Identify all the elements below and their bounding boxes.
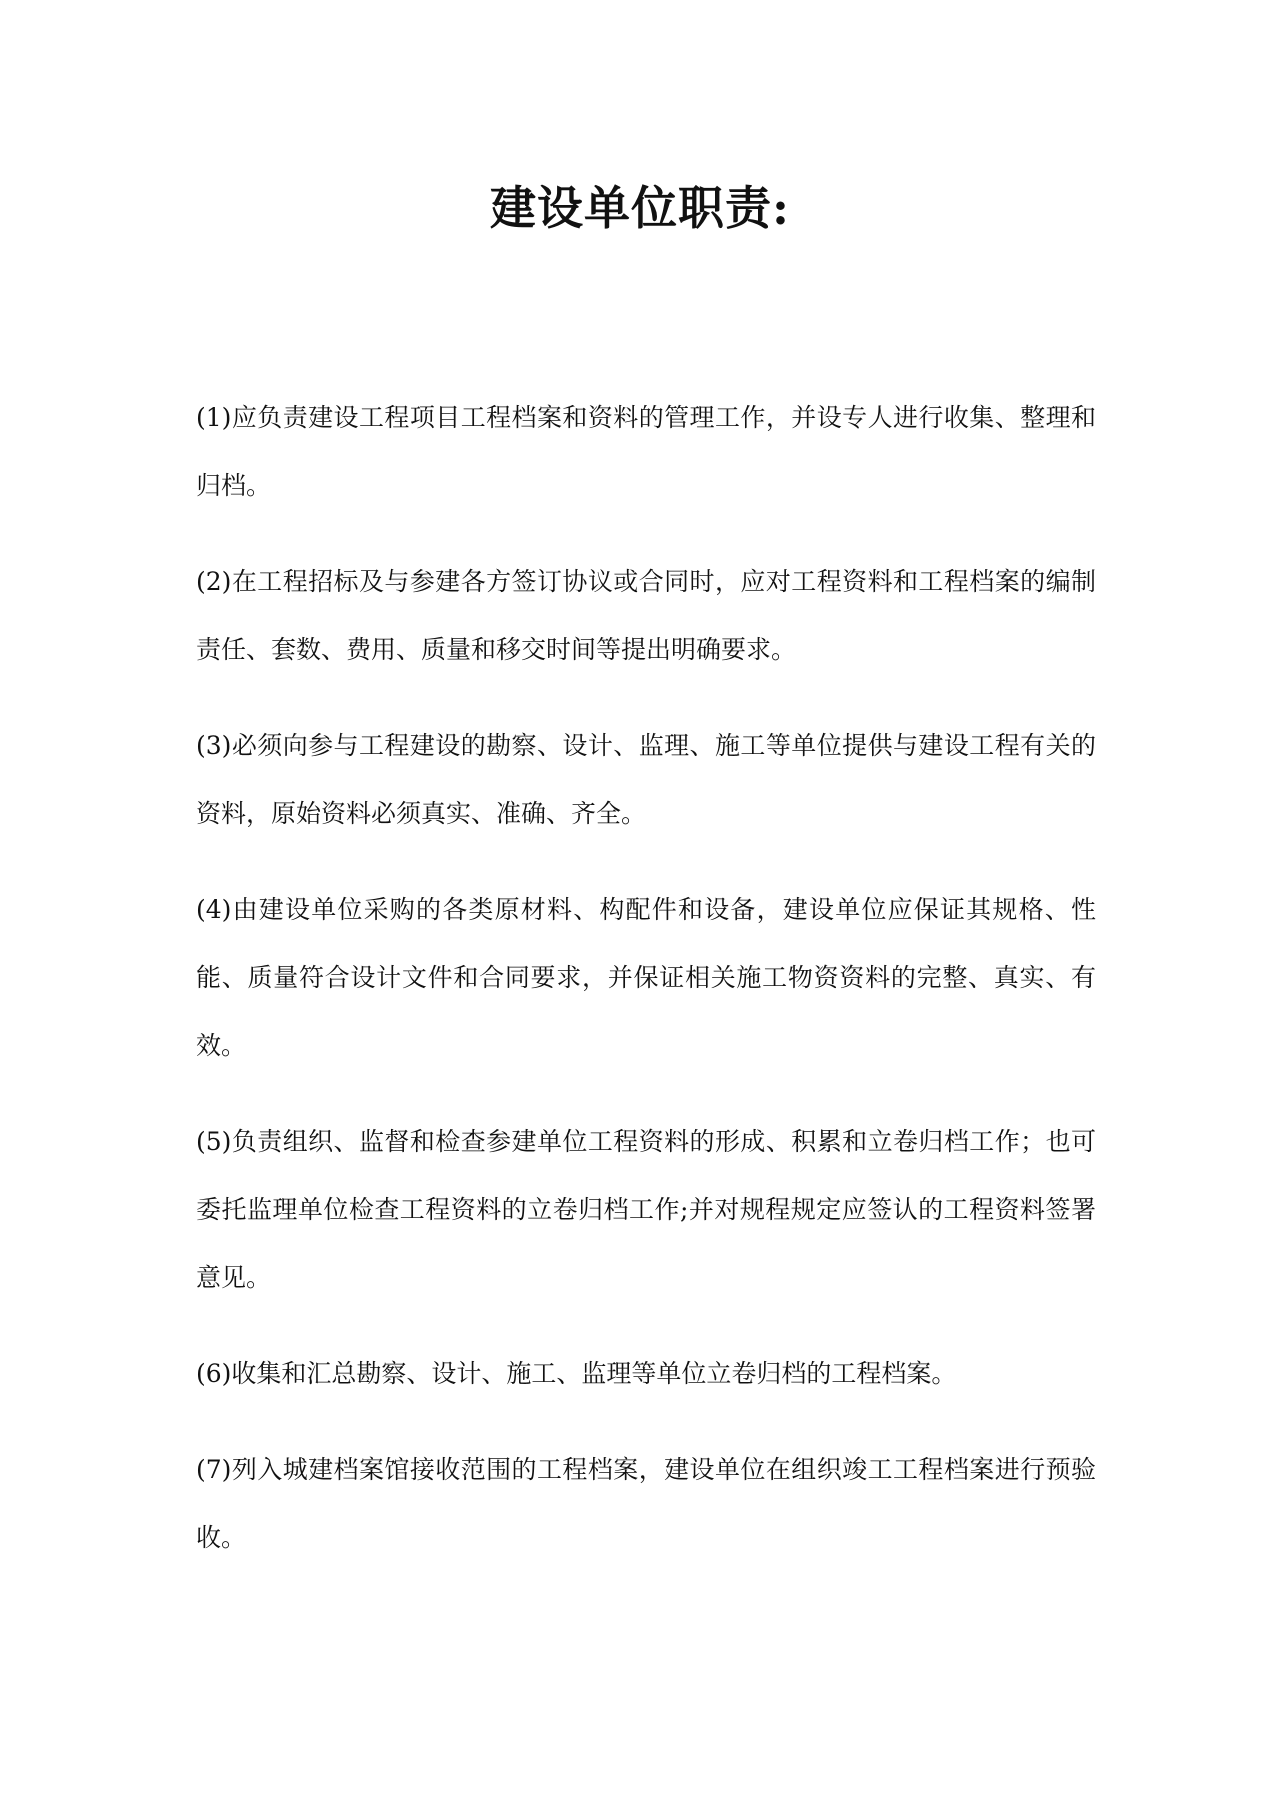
list-item: (5)负责组织、监督和检查参建单位工程资料的形成、积累和立卷归档工作；也可委托监理单位检查工程资料的立卷归档工作;并对规程规定应签认的工程资料签署意见。	[196, 1127, 1096, 1292]
list-item: (2)在工程招标及与参建各方签订协议或合同时，应对工程资料和工程档案的编制责任、套数、费用、质量和移交时间等提出明确要求。	[196, 567, 1096, 664]
responsibility-list	[196, 384, 1096, 1600]
list-item: (3)必须向参与工程建设的勘察、设计、监理、施工等单位提供与建设工程有关的资料，原始资料必须真实、准确、齐全。	[196, 731, 1096, 828]
list-item: (6)收集和汇总勘察、设计、施工、监理等单位立卷归档的工程档案。	[196, 1359, 957, 1388]
page-title: 建设单位职责:	[490, 181, 790, 235]
list-item: (7)列入城建档案馆接收范围的工程档案，建设单位在组织竣工工程档案进行预验收。	[196, 1455, 1096, 1552]
list-item: (4)由建设单位采购的各类原材料、构配件和设备，建设单位应保证其规格、性能、质量符合设计文件和合同要求，并保证相关施工物资资料的完整、真实、有效。	[196, 895, 1096, 1060]
list-item: (1)应负责建设工程项目工程档案和资料的管理工作，并设专人进行收集、整理和归档。	[196, 403, 1096, 500]
